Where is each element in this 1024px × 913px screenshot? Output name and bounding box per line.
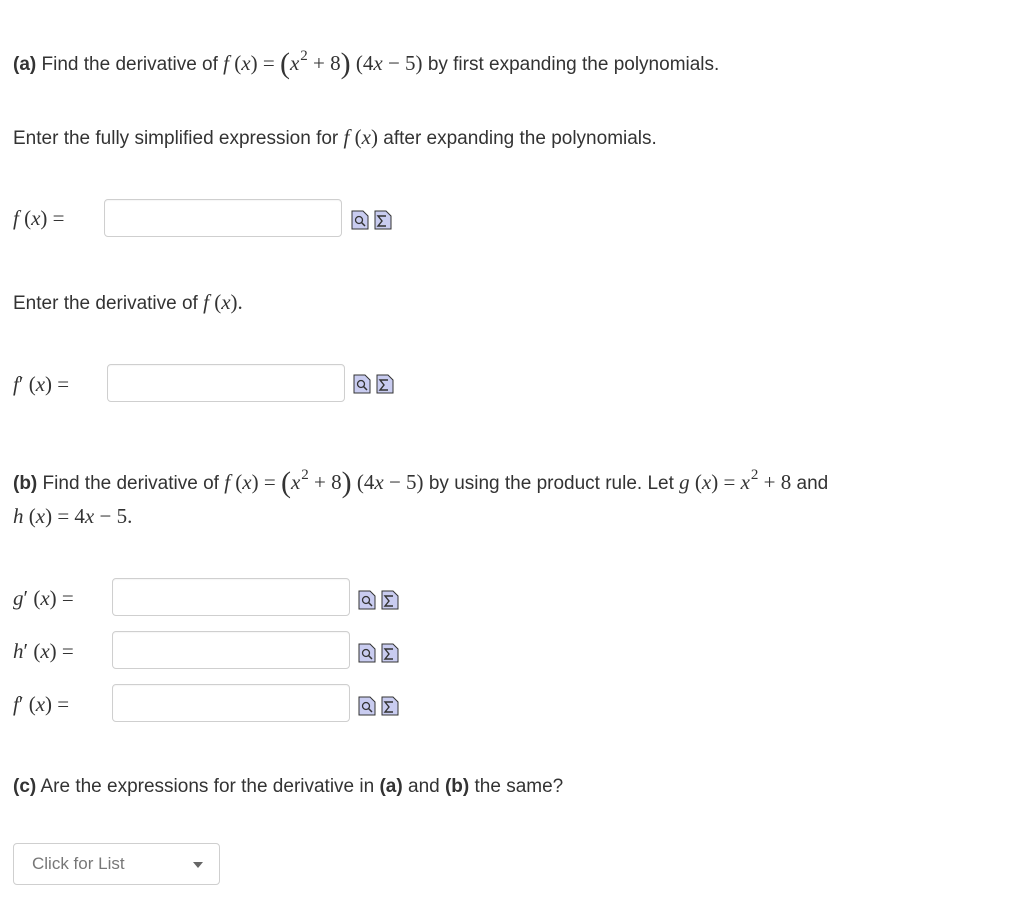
fprime-label-b: f′ (x) = xyxy=(13,692,70,716)
preview-icon[interactable] xyxy=(353,374,371,394)
preview-icon[interactable] xyxy=(358,643,376,663)
hprime-label: h′ (x) = xyxy=(13,639,74,663)
dropdown-placeholder: Click for List xyxy=(32,854,125,873)
equation-editor-icon[interactable] xyxy=(381,643,399,663)
chevron-down-icon xyxy=(193,862,203,868)
derivative-instruction: Enter the derivative of f (x). xyxy=(13,290,243,314)
expanded-instruction: Enter the fully simplified expression for f (x) after expanding the polynomials. xyxy=(13,125,657,149)
h-definition: h (x) = 4x − 5. xyxy=(13,504,133,528)
fprime-input-a[interactable] xyxy=(107,364,345,402)
part-b-prompt: (b) Find the derivative of f $(x) = (x^2 + 8) (4x - 5)$ by using the product rule. Let g $(x) = x^2 + 8$ and xyxy=(13,466,829,499)
hprime-input[interactable] xyxy=(112,631,350,669)
same-answer-dropdown[interactable] xyxy=(13,843,220,885)
preview-icon[interactable] xyxy=(351,210,369,230)
function-expression: f $(x) = (x^2 + 8) (4x - 5)$ xyxy=(223,47,423,80)
fprime-input-b[interactable] xyxy=(112,684,350,722)
fx-input[interactable] xyxy=(104,199,342,237)
part-a-prompt: (a) Find the derivative of f $(x) = (x^2 + 8) (4x - 5)$ by first expanding the polynomials. xyxy=(13,47,720,80)
equation-editor-icon[interactable] xyxy=(381,696,399,716)
gprime-input[interactable] xyxy=(112,578,350,616)
equation-editor-icon[interactable] xyxy=(381,590,399,610)
gprime-label: g′ (x) = xyxy=(13,586,74,610)
fx-label: f (x) = xyxy=(13,206,65,230)
equation-editor-icon[interactable] xyxy=(376,374,394,394)
fprime-label-a: f′ (x) = xyxy=(13,372,70,396)
preview-icon[interactable] xyxy=(358,590,376,610)
equation-editor-icon[interactable] xyxy=(374,210,392,230)
preview-icon[interactable] xyxy=(358,696,376,716)
part-c-prompt: (c) Are the expressions for the derivative in (a) and (b) the same? xyxy=(13,776,564,797)
